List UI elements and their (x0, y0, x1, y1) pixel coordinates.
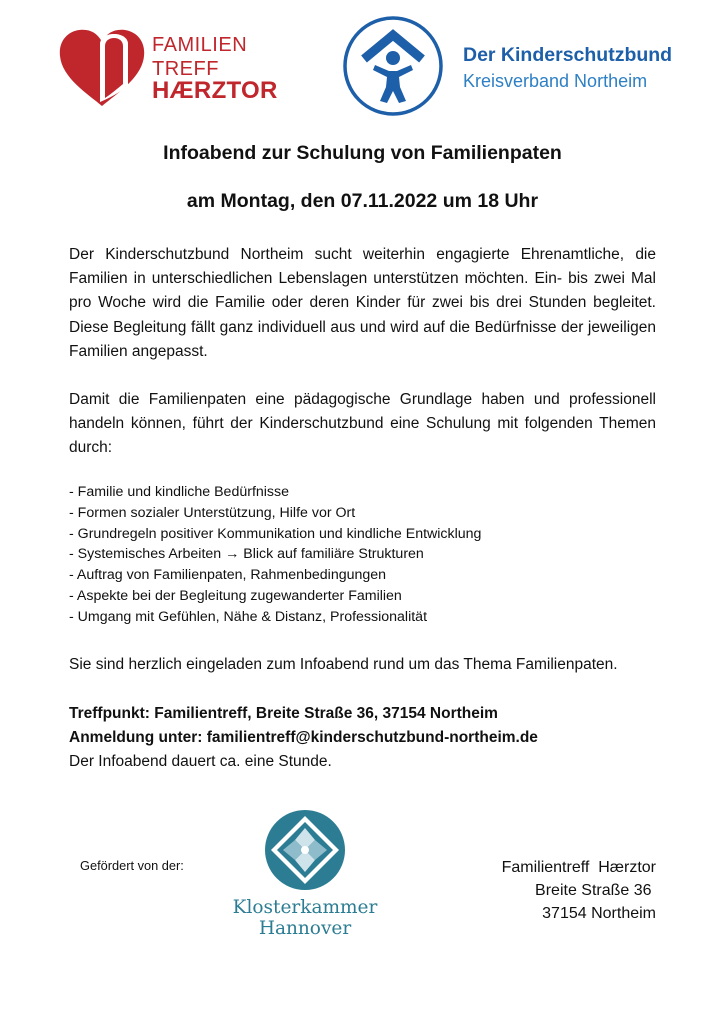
haerztor-logo (58, 28, 298, 108)
ksb-logo-text (463, 44, 703, 92)
ksb-subtitle: Kreisverband Northeim (463, 71, 648, 91)
klosterkammer-line-2: Hannover (258, 918, 352, 939)
training-paragraph: Damit die Familienpaten eine pädagogische Grundlage haben und professionell handeln können, führt der Kinderschutzbund eine Schulung mit folgenden Themen durch: (69, 391, 656, 457)
list-item: - Auftrag von Familienpaten, Rahmenbedingungen (69, 567, 387, 584)
document-title: Infoabend zur Schulung von Familienpaten (163, 142, 562, 164)
address-line: Breite Straße 36 (535, 882, 656, 899)
klosterkammer-name (190, 897, 420, 939)
address-line: Familientreff Hærztor (501, 859, 656, 876)
registration-email: Anmeldung unter: familientreff@kinderschutzbund-northeim.de (69, 729, 538, 746)
invitation-paragraph: Sie sind herzlich eingeladen zum Infoabend rund um das Thema Familienpaten. (69, 656, 618, 673)
ksb-name: Der Kinderschutzbund (463, 44, 673, 66)
haerztor-line-1: FAMILIEN (152, 34, 248, 56)
klosterkammer-line-1: Klosterkammer (232, 897, 378, 918)
haerztor-line-2: TREFF (152, 58, 219, 80)
child-under-roof-icon (342, 15, 444, 117)
list-item: - Grundregeln positiver Kommunikation und kindliche Entwicklung (69, 525, 482, 542)
intro-paragraph: Der Kinderschutzbund Northeim sucht weiterhin engagierte Ehrenamtliche, die Familien in unterschiedlichen Lebenslagen unterstützen möchten. Ein- bis zwei Mal pro Woche wird die Familie oder deren Kinder für zwei bis drei Stunden begleitet. Diese Begleitung fällt ganz individuell aus und wird auf die Bedürfnisse der jeweiligen Familien angepasst. (69, 246, 656, 360)
list-item: - Formen sozialer Unterstützung, Hilfe vor Ort (69, 504, 356, 521)
topic-list (69, 482, 656, 628)
heart-door-icon (58, 28, 146, 108)
event-date: am Montag, den 07.11.2022 um 18 Uhr (186, 190, 539, 212)
list-item: - Umgang mit Gefühlen, Nähe & Distanz, Professionalität (69, 608, 428, 625)
meeting-point: Treffpunkt: Familientreff, Breite Straße 36, 37154 Northeim (69, 705, 498, 722)
address-block (440, 856, 656, 925)
address-line: 37154 Northeim (542, 905, 656, 922)
event-duration: Der Infoabend dauert ca. eine Stunde. (69, 753, 332, 770)
funded-by-label: Gefördert von der: (80, 858, 184, 873)
klosterkammer-diamond-icon (263, 808, 347, 892)
haerztor-line-3: HÆRZTOR (152, 77, 278, 104)
list-item: - Systemisches Arbeiten → Blick auf familiäre Strukturen (69, 546, 424, 563)
list-item: - Aspekte bei der Begleitung zugewanderter Familien (69, 587, 402, 604)
list-item: - Familie und kindliche Bedürfnisse (69, 484, 290, 500)
